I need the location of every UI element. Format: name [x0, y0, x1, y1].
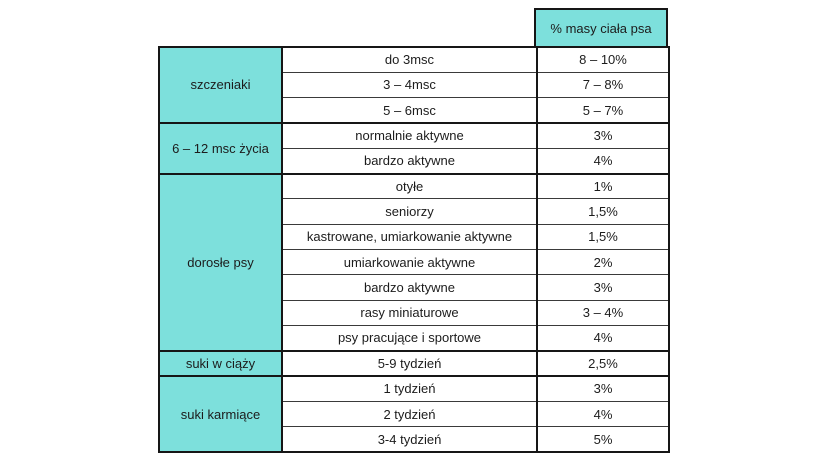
- category-cell: suki w ciąży: [159, 351, 282, 376]
- value-column-header-label: % masy ciała psa: [550, 20, 652, 36]
- category-cell: dorosłe psy: [159, 174, 282, 351]
- subcategory-cell: 5 – 6msc: [282, 98, 537, 123]
- value-cell: 5%: [537, 427, 669, 452]
- value-cell: 5 – 7%: [537, 98, 669, 123]
- subcategory-cell: bardzo aktywne: [282, 275, 537, 300]
- value-cell: 1%: [537, 174, 669, 199]
- value-cell: 7 – 8%: [537, 72, 669, 97]
- subcategory-cell: 1 tydzień: [282, 376, 537, 401]
- value-cell: 4%: [537, 401, 669, 426]
- subcategory-cell: 2 tydzień: [282, 401, 537, 426]
- subcategory-cell: 3-4 tydzień: [282, 427, 537, 452]
- value-cell: 3 – 4%: [537, 300, 669, 325]
- subcategory-cell: seniorzy: [282, 199, 537, 224]
- subcategory-cell: otyłe: [282, 174, 537, 199]
- table-row: [159, 376, 669, 401]
- value-cell: 1,5%: [537, 199, 669, 224]
- subcategory-cell: kastrowane, umiarkowanie aktywne: [282, 224, 537, 249]
- category-cell: 6 – 12 msc życia: [159, 123, 282, 174]
- category-cell: suki karmiące: [159, 376, 282, 452]
- subcategory-cell: psy pracujące i sportowe: [282, 325, 537, 350]
- table-row: [159, 47, 669, 72]
- value-cell: 2%: [537, 250, 669, 275]
- subcategory-cell: rasy miniaturowe: [282, 300, 537, 325]
- table-row: [159, 123, 669, 148]
- table-row: [159, 174, 669, 199]
- subcategory-cell: 3 – 4msc: [282, 72, 537, 97]
- value-cell: 3%: [537, 123, 669, 148]
- value-cell: 8 – 10%: [537, 47, 669, 72]
- subcategory-cell: do 3msc: [282, 47, 537, 72]
- value-cell: 3%: [537, 275, 669, 300]
- table-row: [159, 351, 669, 376]
- feeding-table: [158, 46, 670, 453]
- value-cell: 4%: [537, 325, 669, 350]
- value-column-header: [534, 8, 668, 48]
- subcategory-cell: normalnie aktywne: [282, 123, 537, 148]
- subcategory-cell: 5-9 tydzień: [282, 351, 537, 376]
- feeding-table-body: [159, 47, 669, 452]
- subcategory-cell: bardzo aktywne: [282, 148, 537, 173]
- value-cell: 1,5%: [537, 224, 669, 249]
- value-cell: 3%: [537, 376, 669, 401]
- subcategory-cell: umiarkowanie aktywne: [282, 250, 537, 275]
- value-cell: 2,5%: [537, 351, 669, 376]
- value-cell: 4%: [537, 148, 669, 173]
- category-cell: szczeniaki: [159, 47, 282, 123]
